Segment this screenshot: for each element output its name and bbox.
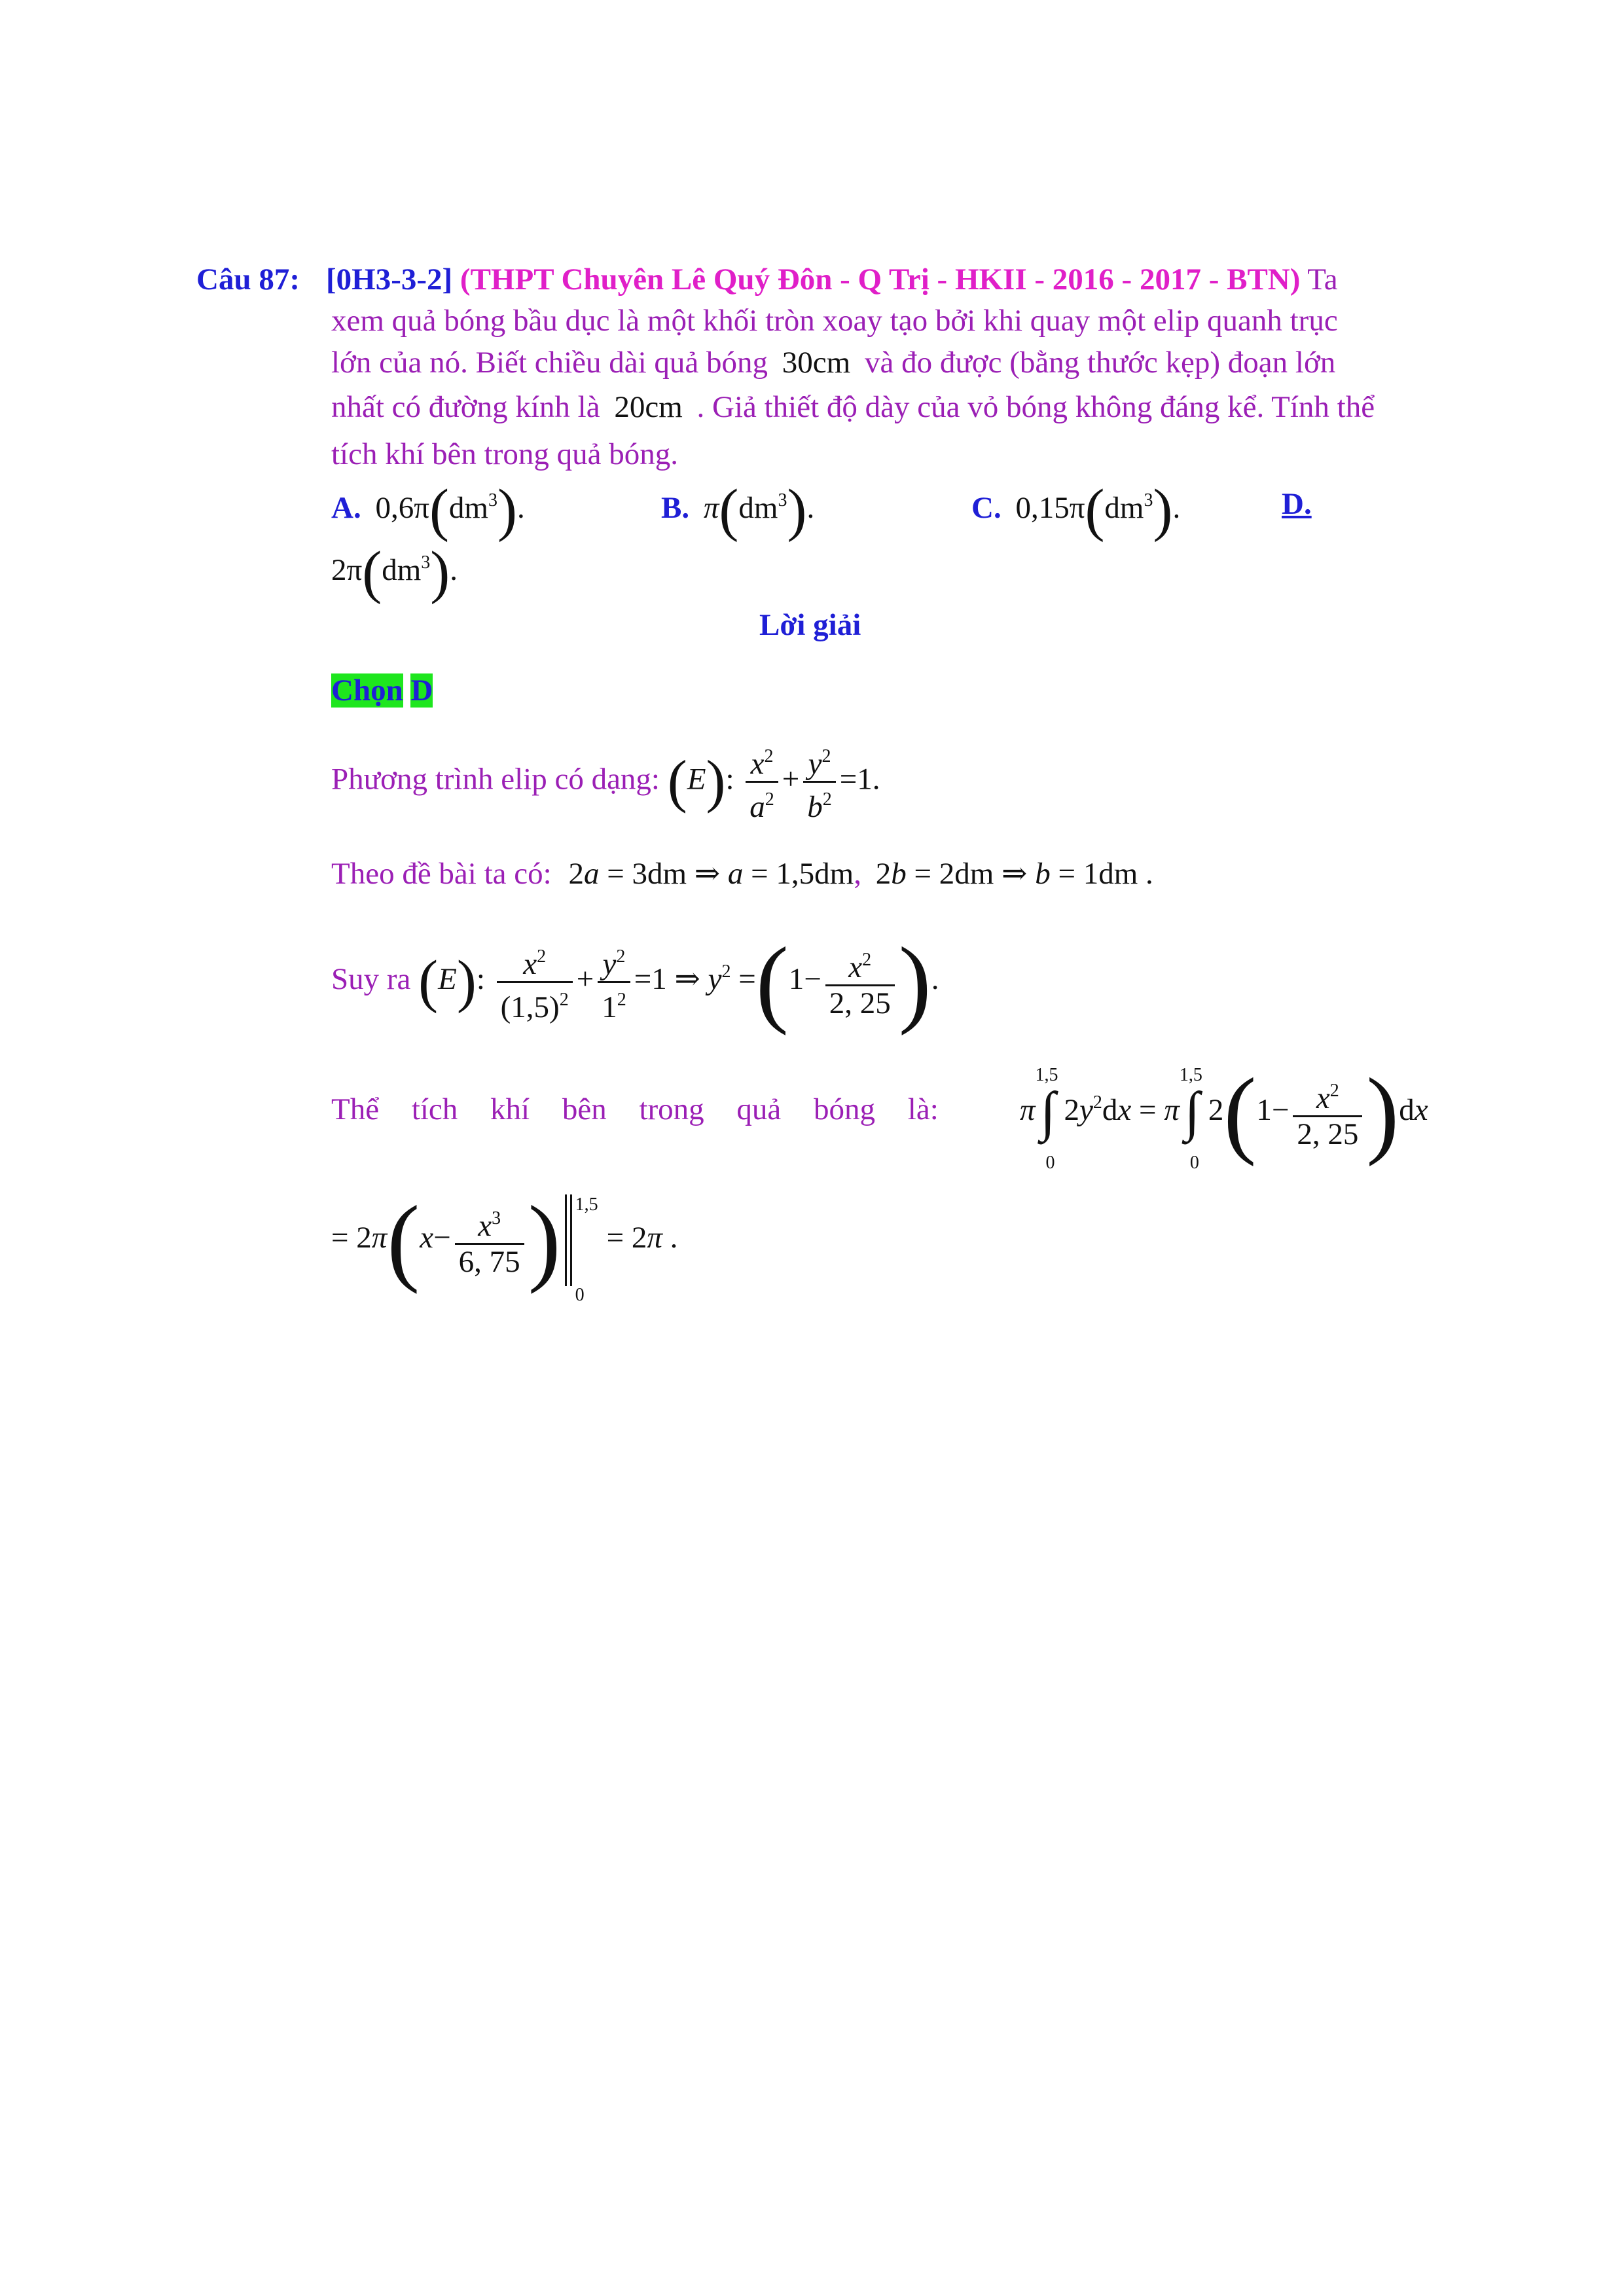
question-line-3 <box>331 343 1335 382</box>
question-line3-b: và đo được (bằng thước kẹp) đoạn lớn <box>864 346 1336 380</box>
question-line-5: tích khí bên trong quả bóng. <box>331 437 678 471</box>
integral-sign-1: 1,5 ∫ 0 <box>1035 1065 1058 1173</box>
question-tag: [0H3-3-2] <box>326 262 453 296</box>
option-d[interactable]: $2\pi(dm^3)$. <box>331 540 458 605</box>
volume-integral: π 1,5 ∫ 0 $2y^2dx = \pi$ 1,5 ∫ 0 2(1− $\frac{x^2}{2, 25}$ )dx <box>1020 1058 1428 1173</box>
final-result-line: = 2π(x− $\frac{x^3}{6, 75}$ ) 1,5 0 = 2π . <box>331 1186 678 1305</box>
option-a-unit: dm <box>448 491 488 525</box>
derived-equation-line: Suy ra (E): $\frac{x^2}{(1,5)^2}$ + $\frac{y^2}{1^2}$ =1 ⇒ $y^2 =(1-$ $\frac{x^2}{2, 25}$ ). <box>331 927 939 1036</box>
ellipse-equation-line: Phương trình elip có dạng: (E): $\frac{x^2}{a^2}$ + $\frac{y^2}{b^2}$ =1. <box>331 740 880 824</box>
chosen-prefix: Chọn <box>331 673 403 708</box>
chosen-letter: D <box>410 673 433 708</box>
option-a-unit-exp: 3 <box>488 490 497 511</box>
fraction-y2-1: $\frac{y^2}{1^2}$ <box>598 940 630 1024</box>
option-c-value: 0,15π <box>1015 491 1085 525</box>
integral-sign-2: 1,5 ∫ 0 <box>1179 1065 1202 1173</box>
option-a-value: 0,6π <box>375 491 429 525</box>
question-line-2: xem quả bóng bầu dục là một khối tròn xoay tạo bởi khi quay một elip quanh trục <box>331 304 1338 338</box>
fraction-y2-b2: $\frac{y^2}{b^2}$ <box>803 740 836 824</box>
option-c[interactable]: C. $0,15\pi(dm^3)$. <box>971 478 1181 543</box>
fraction-x2-225-b: $\frac{x^2}{2, 25}$ <box>1293 1074 1362 1151</box>
ball-diameter-value: 20cm <box>614 390 683 424</box>
question-line-4 <box>331 387 1375 427</box>
chosen-answer <box>331 671 433 710</box>
ball-length-value: 30cm <box>782 346 851 380</box>
derived-equation-text: Suy ra <box>331 961 411 996</box>
option-b-value: π <box>703 491 719 525</box>
volume-text: Thể tích khí bên trong quả bóng là: <box>331 1092 939 1126</box>
option-d-label[interactable]: D. <box>1282 487 1312 521</box>
given-values-line: Theo đề bài ta có: 2a = 3dm ⇒ a = 1,5dm, 2b = 2dm ⇒ b = 1dm . <box>331 857 1153 891</box>
question-line4-a: nhất có đường kính là <box>331 390 600 424</box>
ellipse-equation-text: Phương trình elip có dạng: <box>331 762 660 797</box>
option-d-unit: dm <box>382 553 422 587</box>
question-header-line <box>326 260 1338 299</box>
question-number: Câu 87: <box>196 262 300 296</box>
option-b-unit-exp: 3 <box>778 490 787 511</box>
question-source: (THPT Chuyên Lê Quý Đôn - Q Trị - HKII - 2016 - 2017 - BTN) <box>460 262 1301 296</box>
option-b[interactable]: B. $\pi(dm^3)$. <box>661 478 815 543</box>
question-line4-b: . Giả thiết độ dày của vỏ bóng không đáng kể. Tính thể <box>696 390 1375 424</box>
option-d-unit-exp: 3 <box>421 552 431 573</box>
option-a-label: A. <box>331 491 361 525</box>
option-c-unit-exp: 3 <box>1144 490 1153 511</box>
option-b-unit: dm <box>738 491 778 525</box>
option-c-label: C. <box>971 491 1001 525</box>
evaluation-bar: 1,5 0 <box>561 1194 607 1286</box>
question-line3-a: lớn của nó. Biết chiều dài quả bóng <box>331 346 768 380</box>
fraction-x2-a2: $\frac{x^2}{a^2}$ <box>746 740 778 824</box>
fraction-x2-15: $\frac{x^2}{(1,5)^2}$ <box>497 940 573 1024</box>
option-a[interactable]: A. $0,6\pi(dm^3)$. <box>331 478 525 543</box>
question-line1-tail: Ta <box>1307 262 1338 296</box>
option-b-label: B. <box>661 491 690 525</box>
option-c-unit: dm <box>1104 491 1144 525</box>
solution-heading: Lời giải <box>759 608 861 642</box>
fraction-x2-225: $\frac{x^2}{2, 25}$ <box>825 943 895 1020</box>
option-d-value: 2π <box>331 553 363 587</box>
fraction-x3-675: $\frac{x^3}{6, 75}$ <box>455 1202 524 1279</box>
given-values-text: Theo đề bài ta có: <box>331 857 552 891</box>
